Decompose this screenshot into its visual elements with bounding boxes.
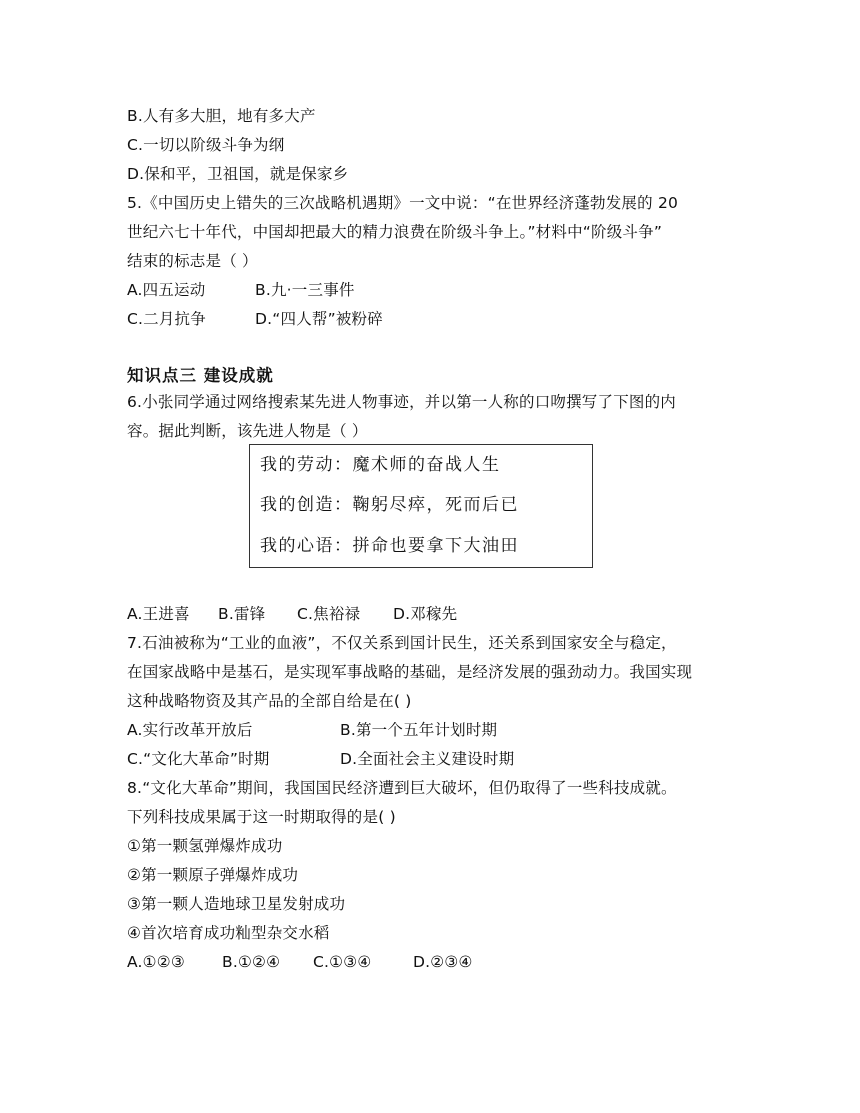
q8-item-1: ①第一颗氢弹爆炸成功: [127, 837, 283, 855]
q7-option-b: B.第一个五年计划时期: [340, 721, 498, 739]
q8-option-d: D.②③④: [413, 953, 473, 971]
q6-options: [127, 604, 457, 624]
q5-options-row-1: [127, 280, 355, 300]
q7-option-a: A.实行改革开放后: [127, 721, 253, 739]
q6-text-line-2: 容。据此判断，该先进人物是（ ）: [127, 422, 368, 440]
q8-text-line-2: 下列科技成果属于这一时期取得的是( ): [127, 808, 396, 826]
q7-text-line-2: 在国家战略中是基石，是实现军事战略的基础，是经济发展的强劲动力。我国实现: [127, 663, 693, 681]
q6-box-line-2: 我的创造：鞠躬尽瘁，死而后已: [260, 495, 519, 515]
q8-option-b: B.①②④: [222, 953, 281, 971]
q7-option-c: C.“文化大革命”时期: [127, 750, 270, 768]
q6-option-d: D.邓稼先: [393, 605, 458, 623]
q5-option-b: B.九·一三事件: [255, 281, 355, 299]
q8-options: [127, 952, 473, 972]
q7-option-d: D.全面社会主义建设时期: [340, 750, 515, 768]
q7-text-line-3: 这种战略物资及其产品的全部自给是在( ): [127, 692, 412, 710]
q6-text-line-1: 6.小张同学通过网络搜索某先进人物事迹，并以第一人称的口吻撰写了下图的内: [127, 393, 676, 411]
q5-option-d: D.“四人帮”被粉碎: [255, 310, 383, 328]
section-heading: 知识点三 建设成就: [127, 366, 274, 385]
q5-options-row-2: [127, 309, 383, 329]
q8-text-line-1: 8.“文化大革命”期间，我国国民经济遭到巨大破坏，但仍取得了一些科技成就。: [127, 779, 677, 797]
q8-item-2: ②第一颗原子弹爆炸成功: [127, 866, 299, 884]
q6-material-box: [249, 444, 593, 568]
q7-options-row-2: [127, 749, 514, 769]
q6-box-line-3: 我的心语：拼命也要拿下大油田: [260, 536, 519, 556]
q8-item-3: ③第一颗人造地球卫星发射成功: [127, 895, 346, 913]
q5-option-c: C.二月抗争: [127, 310, 206, 328]
q6-option-a: A.王进喜: [127, 605, 190, 623]
q4-option-c: C.一切以阶级斗争为纲: [127, 136, 285, 154]
q6-option-c: C.焦裕禄: [297, 605, 361, 623]
q5-text-line-1: 5.《中国历史上错失的三次战略机遇期》一文中说：“在世界经济蓬勃发展的 20: [127, 194, 679, 212]
q4-option-b: B.人有多大胆，地有多大产: [127, 107, 316, 125]
q4-option-d: D.保和平，卫祖国，就是保家乡: [127, 165, 349, 183]
q7-options-row-1: [127, 720, 497, 740]
q5-text-line-3: 结束的标志是（ ）: [127, 252, 258, 270]
q8-item-4: ④首次培育成功籼型杂交水稻: [127, 924, 330, 942]
q6-option-b: B.雷锋: [218, 605, 266, 623]
q8-option-c: C.①③④: [313, 953, 372, 971]
q5-text-line-2: 世纪六七十年代，中国却把最大的精力浪费在阶级斗争上。”材料中“阶级斗争”: [127, 223, 663, 241]
q7-text-line-1: 7.石油被称为“工业的血液”，不仅关系到国计民生，还关系到国家安全与稳定，: [127, 634, 677, 652]
q6-box-line-1: 我的劳动：魔术师的奋战人生: [260, 455, 501, 475]
q5-option-a: A.四五运动: [127, 281, 206, 299]
q8-option-a: A.①②③: [127, 953, 185, 971]
